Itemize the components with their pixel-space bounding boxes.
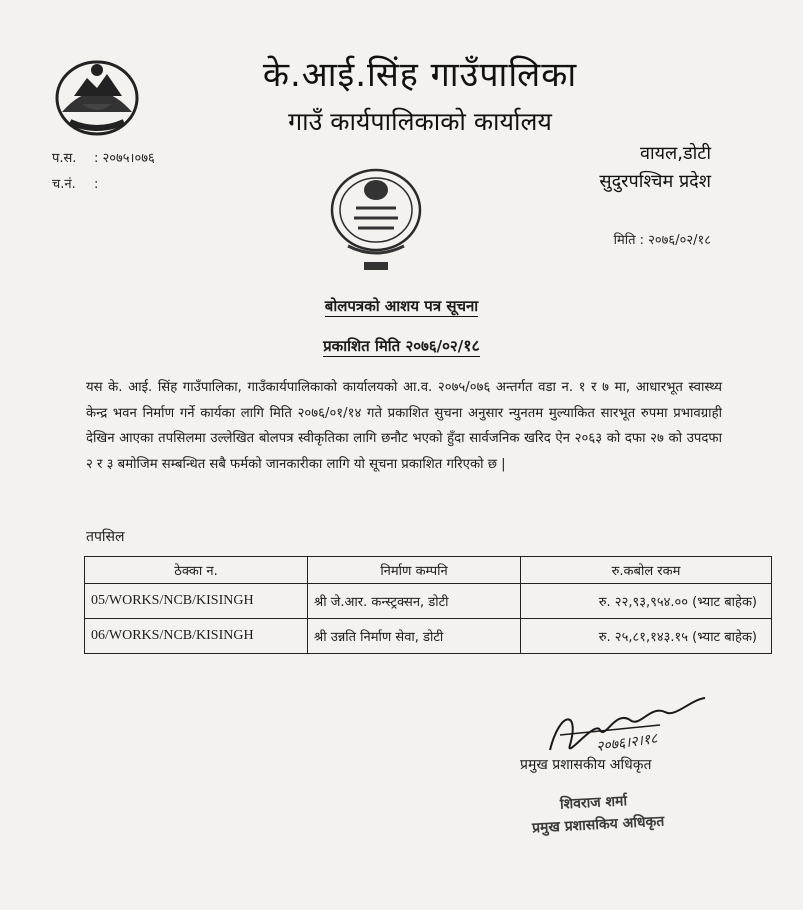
office-subtitle: गाउँ कार्यपालिकाको कार्यालय [288,107,552,136]
ps-value: : २०७५।०७६ [94,151,155,166]
company-cell: श्री जे.आर. कन्स्ट्रक्सन, डोटी [308,584,521,619]
notice-title [0,296,803,316]
address-line-1: वायल,डोटी [639,143,711,164]
header-contract-no: ठेक्का न. [85,557,308,584]
table-row [85,619,772,654]
header-amount: रु.कबोल रकम [521,557,772,584]
contract-no-cell: 05/WORKS/NCB/KISINGH [85,584,308,619]
published-date-text [323,337,480,357]
stamp-name: शिवराज शर्मा [559,793,628,813]
cn-row [52,172,155,198]
signature-date: २०७६।२।१८ [595,730,659,756]
office-name: के.आई.सिंह गाउँपालिका [262,55,578,95]
published-day-handwritten: १८ [463,336,480,355]
letter-date: मिति : २०७६/०२/१८ [613,233,711,248]
table-row [85,584,772,619]
header-company: निर्माण कम्पनि [308,557,521,584]
published-date-line [0,334,803,356]
office-seal-icon [320,160,432,278]
cn-value: : [94,177,99,192]
amount-cell: रु. २५,८१,१४३.१५ (भ्याट बाहेक) [521,619,772,654]
published-label: प्रकाशित मिति २०७६/०२/ [323,337,464,355]
contract-no-cell: 06/WORKS/NCB/KISINGH [85,619,308,654]
ps-row [52,146,155,172]
stamp-title: प्रमुख प्रशासकिय अधिकृत [531,813,665,837]
address-line-2: सुदुरपश्चिम प्रदेश [599,171,711,192]
amount-cell: रु. २२,९३,९५४.०० (भ्याट बाहेक) [521,584,772,619]
reference-block [52,146,155,198]
notice-title-text: बोलपत्रको आशय पत्र सूचना [324,297,479,315]
address-block [599,140,711,196]
nepal-emblem-icon [52,52,142,140]
cn-label: च.नं. [52,177,76,192]
tapsil-label: तपसिल [86,529,125,545]
bid-table [84,556,772,654]
notice-body: यस के. आई. सिंह गाउँपालिका, गाउँकार्यपालिकाको कार्यालयको आ.व. २०७५/०७६ अन्तर्गत वडा न. १ र ७ मा, आधारभूत स्वास्थ्य केन्द्र भवन निर्माण गर्ने कार्यका लागि मिति २०७६/०१/१४ गते प्रकाशित सुचना अनुसार न्युनतम मुल्याकित सारभूत रुपमा प्रभावग्राही देखिन आएका तपसिलमा उल्लेखित बोलपत्र स्वीकृतिका लागि छनौट भएको हुँदा सार्वजनिक खरिद ऐन २०६३ को दफा २७ को उपदफा २ र ३ बमोजिम सम्बन्धित सबै फर्मको जानकारीका लागि यो सूचना प्रकाशित गरिएको छ | [86,380,722,472]
table-header-row [85,557,772,584]
ps-label: प.स. [52,151,77,166]
signatory-title: प्रमुख प्रशासकीय अधिकृत [520,757,652,773]
company-cell: श्री उन्नति निर्माण सेवा, डोटी [308,619,521,654]
